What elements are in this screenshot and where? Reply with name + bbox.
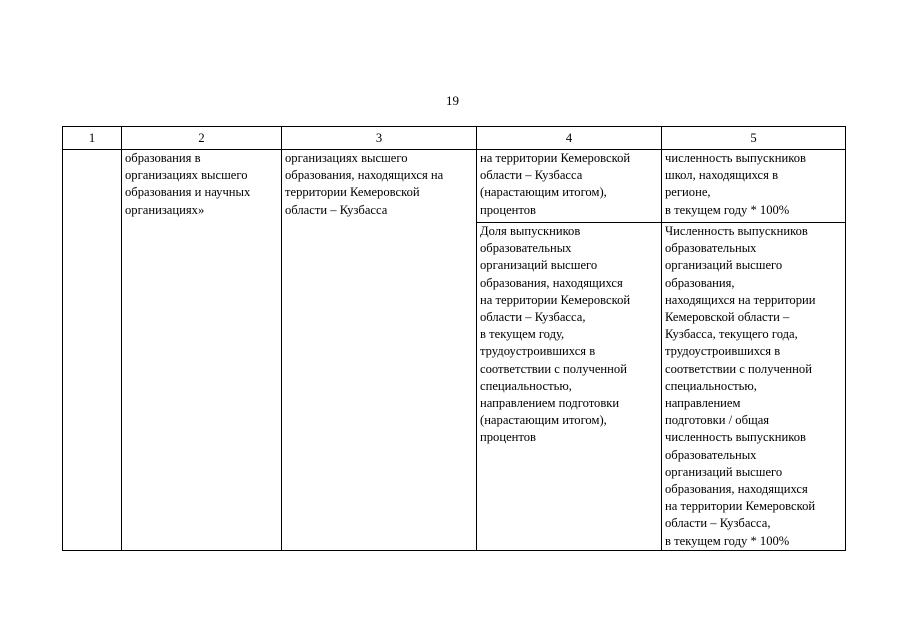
- table-header-row: [63, 127, 846, 150]
- cell-row1-col2: [122, 150, 282, 551]
- cell-text: Численность выпускников образовательных организаций высшего образования, находящихся на территории Кемеровской области – Кузбасса, текущего года, трудоустроившихся в соответствии с полученной специальностью, направлением подготовки / общая численность выпускников образовательных организаций высшего образования, находящихся на территории Кемеровской области – Кузбасса, в текущем году * 100%: [665, 224, 816, 548]
- cell-text: организациях высшего образования, находящихся на территории Кемеровской области – Кузбасса: [285, 151, 444, 217]
- cell-row1-col5: [662, 150, 846, 223]
- cell-text: численность выпускников школ, находящихся в регионе, в текущем году * 100%: [665, 151, 806, 217]
- cell-text: образования в организациях высшего образования и научных организациях»: [125, 151, 251, 217]
- header-col-4: 4: [477, 127, 662, 150]
- header-col-5: 5: [662, 127, 846, 150]
- header-col-2: 2: [122, 127, 282, 150]
- cell-row2-col5: [662, 223, 846, 551]
- indicator-table: [62, 126, 846, 551]
- cell-row1-col1: [63, 150, 122, 551]
- table-row: [63, 150, 846, 223]
- header-col-1: 1: [63, 127, 122, 150]
- cell-row1-col3: [282, 150, 477, 551]
- cell-text: Доля выпускников образовательных организаций высшего образования, находящихся на территории Кемеровской области – Кузбасса, в текущем году, трудоустроившихся в соответствии с полученной специальностью, направлением подготовки (нарастающим итогом), процентов: [480, 224, 631, 445]
- cell-text: на территории Кемеровской области – Кузбасса (нарастающим итогом), процентов: [480, 151, 631, 217]
- header-col-3: 3: [282, 127, 477, 150]
- cell-row1-col4: [477, 150, 662, 223]
- page-number: 19: [446, 93, 459, 108]
- cell-row2-col4: [477, 223, 662, 551]
